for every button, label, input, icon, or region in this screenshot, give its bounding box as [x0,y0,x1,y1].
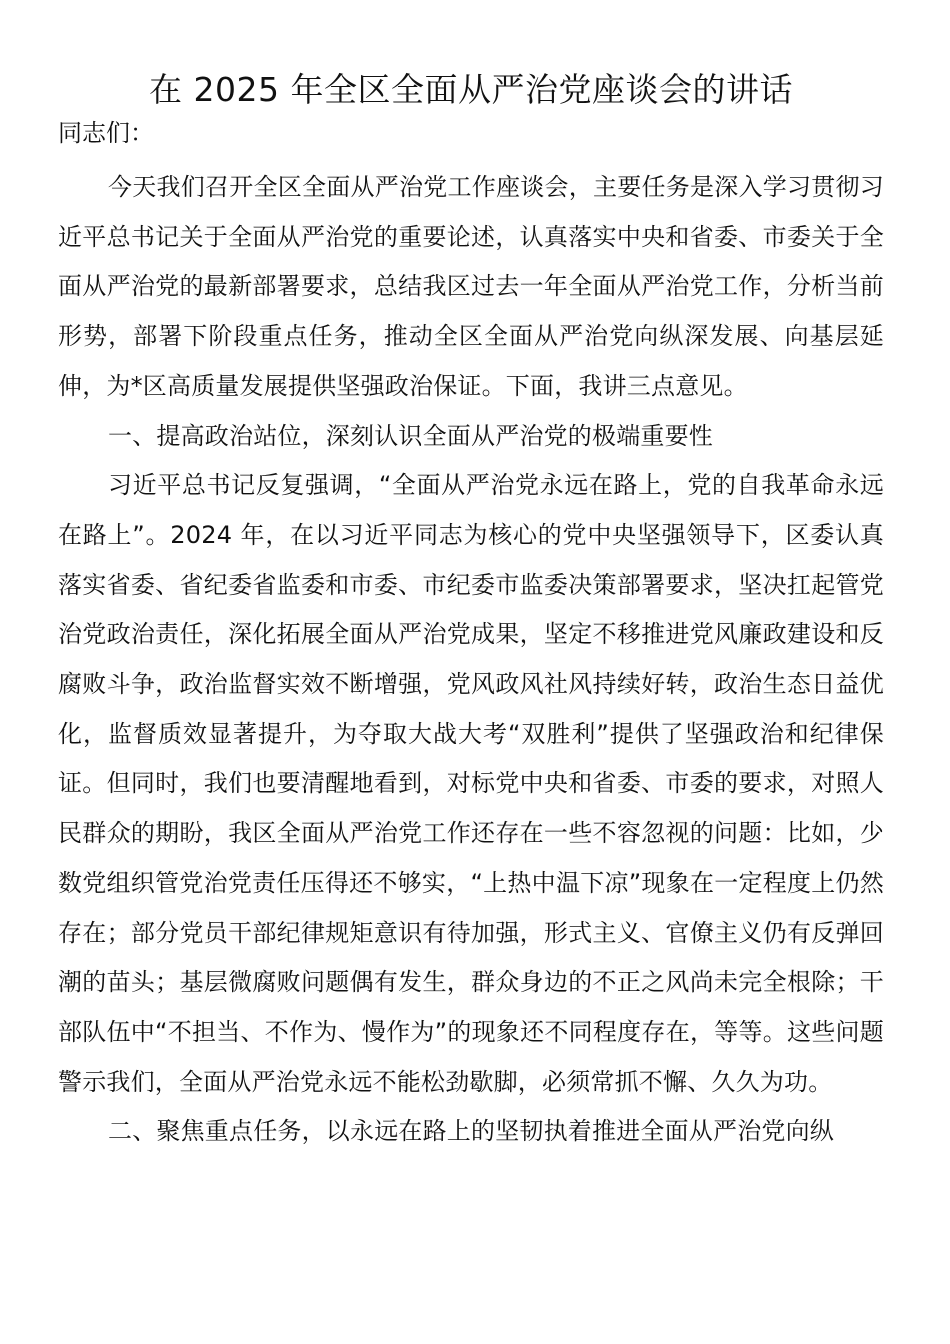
section-one-body: 习近平总书记反复强调，“全面从严治党永远在路上，党的自我革命永远在路上”。2024 年，在以习近平同志为核心的党中央坚强领导下，区委认真落实省委、省纪委省监委和市委、市纪委市监委决策部署要求，坚决扛起管党治党政治责任，深化拓展全面从严治党成果，坚定不移推进党风廉政建设和反腐败斗争，政治监督实效不断增强，党风政风社风持续好转，政治生态日益优化，监督质效显著提升，为夺取大战大考“双胜利”提供了坚强政治和纪律保证。但同时，我们也要清醒地看到，对标党中央和省委、市委的要求，对照人民群众的期盼，我区全面从严治党工作还存在一些不容忽视的问题：比如，少数党组织管党治党责任压得还不够实，“上热中温下凉”现象在一定程度上仍然存在；部分党员干部纪律规矩意识有待加强，形式主义、官僚主义仍有反弹回潮的苗头；基层微腐败问题偶有发生，群众身边的不正之风尚未完全根除；干部队伍中“不担当、不作为、慢作为”的现象还不同程度存在，等等。这些问题警示我们，全面从严治党永远不能松劲歇脚，必须常抓不懈、久久为功。 [58,471,884,1096]
section-one-heading: 一、提高政治站位，深刻认识全面从严治党的极端重要性 [108,421,713,450]
section-two-heading: 二、聚焦重点任务，以永远在路上的坚韧执着推进全面从严治党向纵 [108,1117,834,1146]
salutation: 同志们： [58,119,154,147]
document-title: 在 2025 年全区全面从严治党座谈会的讲话 [149,70,793,109]
intro-paragraph: 今天我们召开全区全面从严治党工作座谈会，主要任务是深入学习贯彻习近平总书记关于全面从严治党的重要论述，认真落实中央和省委、市委关于全面从严治党的最新部署要求，总结我区过去一年全面从严治党工作，分析当前形势，部署下阶段重点任务，推动全区全面从严治党向纵深发展、向基层延伸，为*区高质量发展提供坚强政治保证。下面，我讲三点意见。 [58,173,884,400]
